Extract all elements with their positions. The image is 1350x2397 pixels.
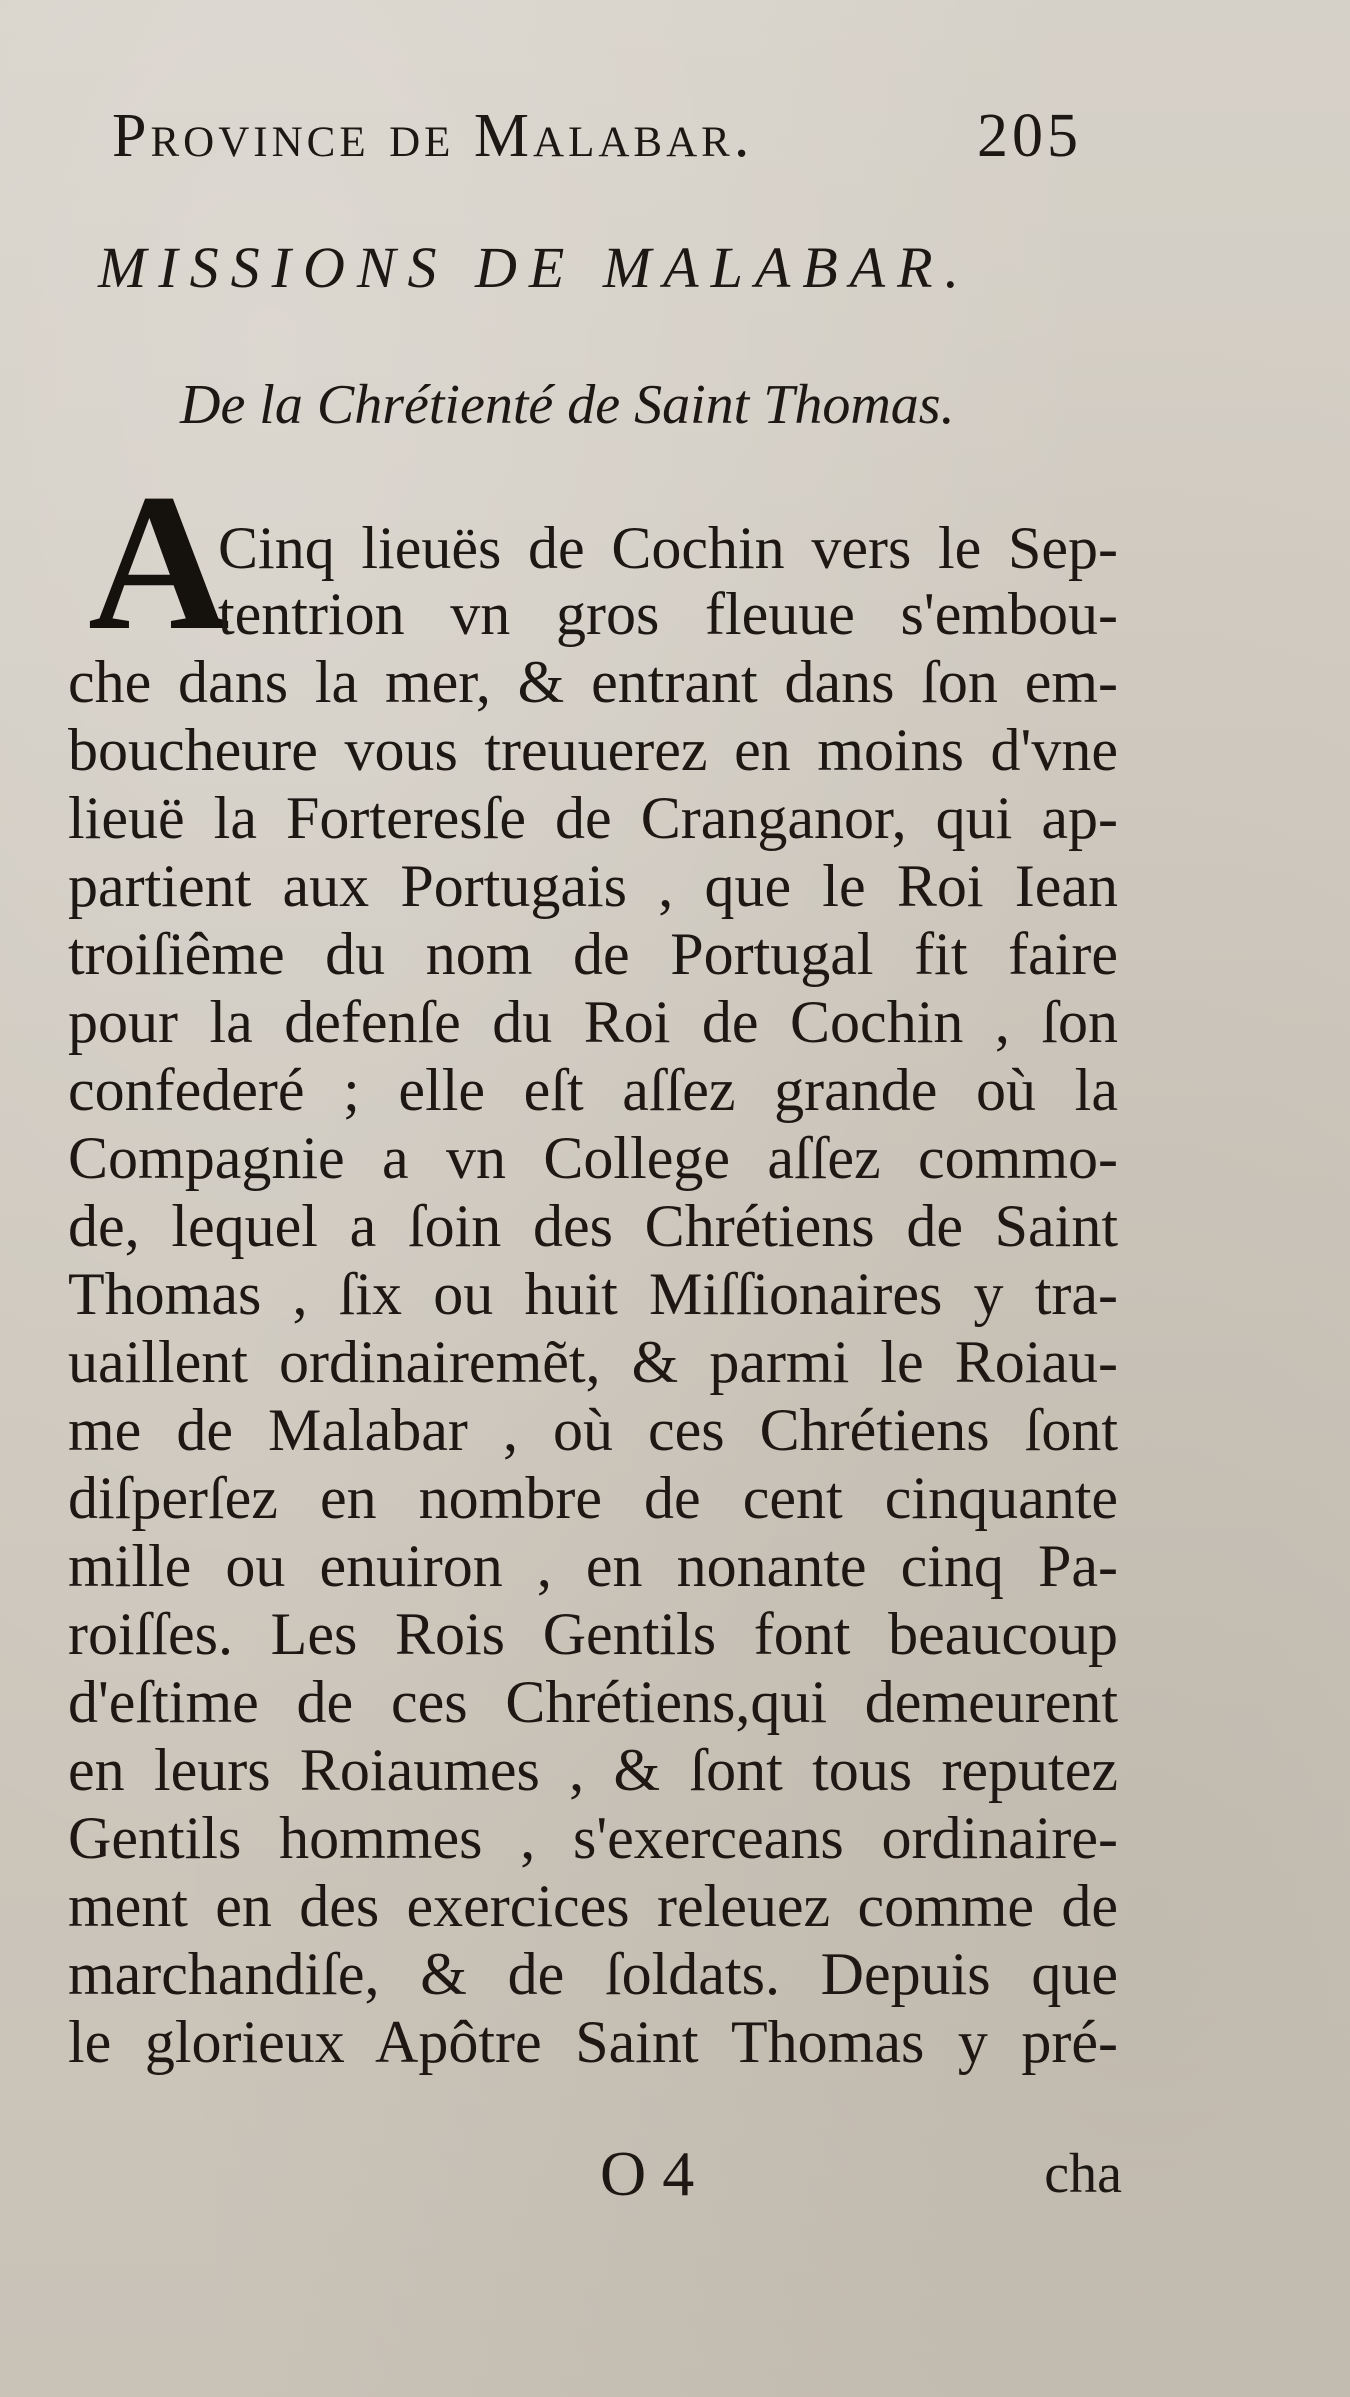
body-line: mille ou enuiron , en nonante cinq Pa- [68,1533,1118,1599]
body-line: roiſſes. Les Rois Gentils font beaucoup [68,1601,1118,1667]
body-line: partient aux Portugais , que le Roi Iean [68,853,1118,919]
body-line: lieuë la Forteresſe de Cranganor, qui ap- [68,785,1118,851]
body-line: tentrion vn gros fleuue s'embou- [218,581,1118,647]
body-line: d'eſtime de ces Chrétiens,qui demeurent [68,1669,1118,1735]
body-line: confederé ; elle eſt aſſez grande où la [68,1057,1118,1123]
running-head [112,96,1082,176]
page-number: 205 [977,102,1082,170]
body-line: diſperſez en nombre de cent cinquante [68,1465,1118,1531]
body-line: Thomas , ſix ou huit Miſſionaires y tra- [68,1261,1118,1327]
body-line: troiſiême du nom de Portugal fit faire [68,921,1118,987]
drop-cap: A [88,454,230,671]
body-line: che dans la mer, & entrant dans ſon em- [68,649,1118,715]
section-title: MISSIONS DE MALABAR. [98,235,972,300]
body-line: marchandiſe, & de ſoldats. Depuis que [68,1941,1118,2007]
body-line: de, lequel a ſoin des Chrétiens de Saint [68,1193,1118,1259]
body-line: me de Malabar , où ces Chrétiens ſont [68,1397,1118,1463]
running-title: Province de Malabar. [112,102,754,170]
subsection-title: De la Chrétienté de Saint Thomas. [180,374,955,436]
body-line: le glorieux Apôtre Saint Thomas y pré- [68,2009,1118,2075]
signature-mark: O 4 [600,2138,695,2209]
body-line: ment en des exercices releuez comme de [68,1873,1118,1939]
body-line: boucheure vous treuuerez en moins d'vne [68,717,1118,783]
body-line: pour la defenſe du Roi de Cochin , ſon [68,989,1118,1055]
body-line: Cinq lieuës de Cochin vers le Sep- [218,515,1118,581]
body-line: en leurs Roiaumes , & ſont tous reputez [68,1737,1118,1803]
body-line: Compagnie a vn College aſſez commo- [68,1125,1118,1191]
body-line: Gentils hommes , s'exerceans ordinaire- [68,1805,1118,1871]
body-line: uaillent ordinairemẽt, & parmi le Roiau- [68,1329,1118,1395]
catchword: cha [1044,2143,1122,2205]
